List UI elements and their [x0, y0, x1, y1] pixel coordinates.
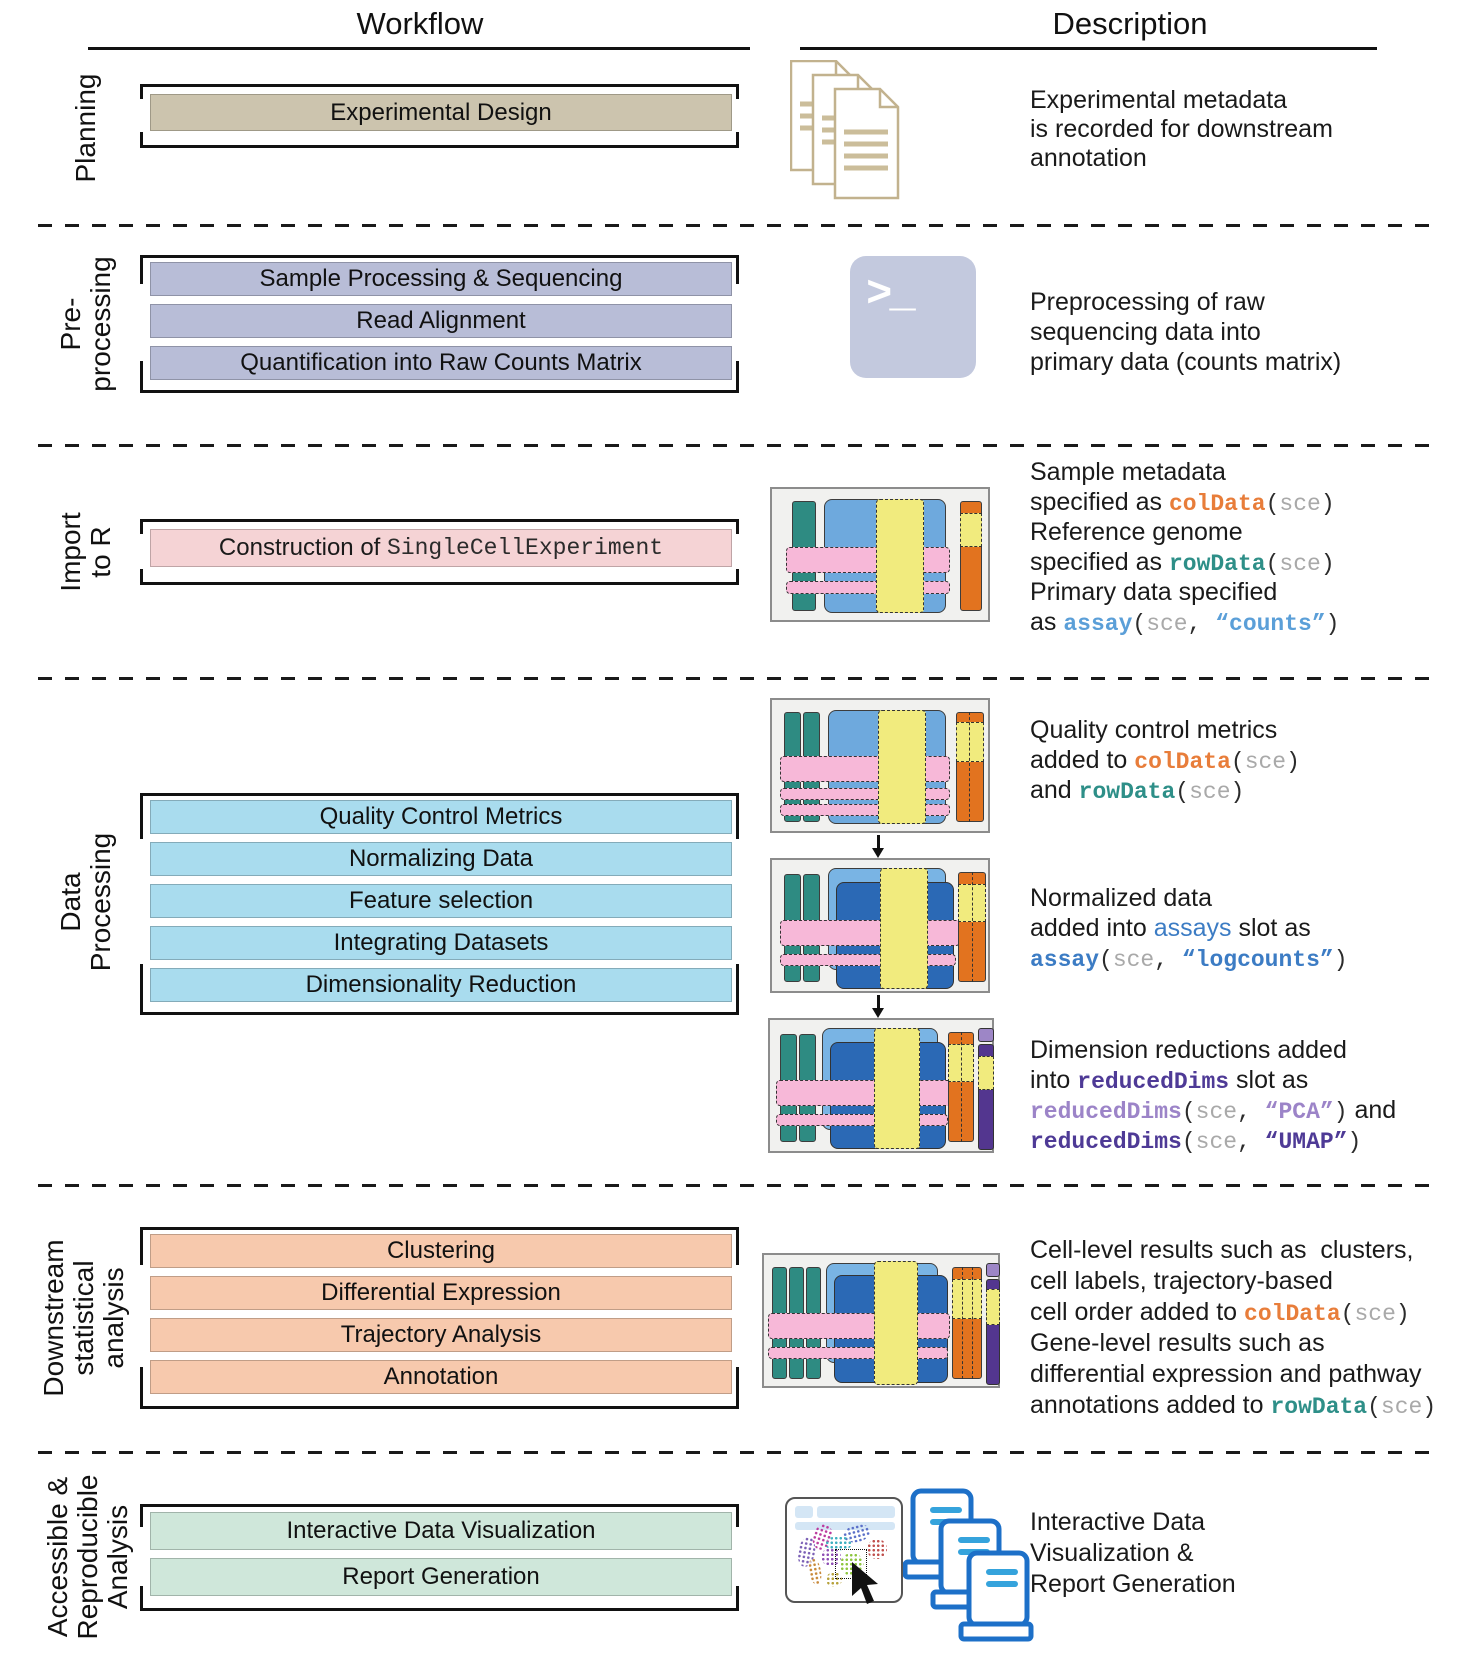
- cursor-icon: [850, 1560, 886, 1608]
- description-line: added into assays slot as: [1030, 914, 1311, 942]
- terminal-prompt-glyph: >_: [866, 270, 913, 320]
- workflow-step-report-generation: Report Generation: [150, 1558, 732, 1596]
- coldata-divider: [972, 1267, 973, 1379]
- coldata-divider: [972, 872, 973, 982]
- coldata-highlight: [952, 1279, 982, 1319]
- description-line: Reference genome: [1030, 518, 1243, 546]
- sce-matrix-results-icon: [762, 1253, 1000, 1388]
- workflow-column-title: Workflow: [356, 6, 484, 41]
- reduceddims-highlight: [978, 1056, 994, 1090]
- description-line: sequencing data into: [1030, 318, 1261, 346]
- highlight-column: [878, 710, 926, 824]
- workflow-step-qc-metrics: Quality Control Metrics: [150, 800, 732, 834]
- coldata-highlight: [960, 513, 982, 547]
- highlight-row: [768, 1313, 950, 1339]
- description-line: reducedDims(sce, “UMAP”): [1030, 1129, 1362, 1155]
- workflow-title-rule: [88, 47, 750, 50]
- section-divider: [38, 224, 1438, 227]
- section-divider: [38, 1184, 1438, 1187]
- highlight-row: [776, 1114, 948, 1126]
- description-line: cell labels, trajectory-based: [1030, 1267, 1333, 1295]
- highlight-column: [874, 1028, 920, 1149]
- description-line: Experimental metadata: [1030, 86, 1288, 114]
- highlight-column: [880, 868, 928, 989]
- highlight-column: [874, 1261, 918, 1385]
- description-line: Quality control metrics: [1030, 716, 1278, 744]
- description-line: and rowData(sce): [1030, 776, 1245, 805]
- description-line: specified as colData(sce): [1030, 488, 1335, 517]
- description-line: into reducedDims slot as: [1030, 1066, 1309, 1095]
- workflow-step-construct-sce: Construction of SingleCellExperiment: [150, 529, 732, 567]
- coldata-divider: [961, 1032, 962, 1142]
- section-divider: [38, 677, 1438, 680]
- coldata-divider: [962, 1267, 963, 1379]
- section-label-import-to-r: Import to R: [55, 512, 116, 592]
- highlight-row: [786, 547, 950, 573]
- description-line: Primary data specified: [1030, 578, 1278, 606]
- highlight-row: [768, 1347, 948, 1359]
- description-line: annotations added to rowData(sce): [1030, 1391, 1437, 1420]
- workflow-step-normalizing: Normalizing Data: [150, 842, 732, 876]
- workflow-step-dim-reduction: Dimensionality Reduction: [150, 968, 732, 1002]
- description-line: differential expression and pathway: [1030, 1360, 1422, 1388]
- reduceddims-header-bar: [986, 1263, 1000, 1277]
- workflow-step-sample-processing: Sample Processing & Sequencing: [150, 262, 732, 296]
- sce-matrix-icon: [770, 487, 990, 622]
- description-line: Sample metadata: [1030, 458, 1226, 486]
- browser-address-bar: [817, 1506, 895, 1518]
- reduceddims-header-bar: [978, 1028, 994, 1042]
- section-divider: [38, 1451, 1438, 1454]
- workflow-step-interactive-viz: Interactive Data Visualization: [150, 1512, 732, 1550]
- description-line: cell order added to colData(sce): [1030, 1298, 1410, 1327]
- description-line: Gene-level results such as: [1030, 1329, 1325, 1357]
- cluster-blob: [807, 1557, 824, 1586]
- browser-toolbar: [795, 1522, 895, 1530]
- section-label-planning: Planning: [70, 73, 101, 183]
- description-line: reducedDims(sce, “PCA”) and: [1030, 1096, 1397, 1125]
- description-line: Interactive Data: [1030, 1508, 1206, 1536]
- description-line: Report Generation: [1030, 1570, 1236, 1598]
- highlight-column: [876, 499, 924, 613]
- description-title-rule: [800, 47, 1377, 50]
- description-line: Normalized data: [1030, 884, 1213, 912]
- description-line: as assay(sce, “counts”): [1030, 608, 1340, 637]
- reduceddims-highlight: [986, 1289, 1000, 1325]
- section-label-accessible: Accessible & Reproducible Analysis: [42, 1474, 133, 1640]
- description-line: Visualization &: [1030, 1539, 1194, 1567]
- description-line: is recorded for downstream: [1030, 115, 1333, 143]
- cluster-blob: [867, 1539, 887, 1559]
- description-column-title: Description: [1052, 6, 1208, 41]
- flow-arrow: [872, 995, 884, 1018]
- highlight-row: [786, 581, 950, 594]
- highlight-row: [776, 1080, 952, 1106]
- workflow-step-experimental-design: Experimental Design: [150, 94, 732, 131]
- highlight-row: [780, 920, 960, 946]
- description-line: added to colData(sce): [1030, 746, 1300, 775]
- documents-icon: [790, 60, 902, 200]
- workflow-step-read-alignment: Read Alignment: [150, 304, 732, 338]
- section-divider: [38, 444, 1438, 447]
- section-label-data-processing: Data Processing: [55, 832, 116, 972]
- section-label-preprocessing: Pre- processing: [55, 256, 116, 392]
- workflow-step-clustering: Clustering: [150, 1234, 732, 1268]
- coldata-divider: [969, 712, 970, 822]
- flow-arrow: [872, 835, 884, 858]
- sce-matrix-normalized-icon: [770, 858, 990, 993]
- workflow-step-quantification: Quantification into Raw Counts Matrix: [150, 346, 732, 380]
- terminal-icon: [850, 256, 976, 378]
- sce-matrix-reduceddims-icon: [768, 1018, 994, 1153]
- highlight-row: [780, 954, 956, 966]
- description-line: Dimension reductions added: [1030, 1036, 1347, 1064]
- sce-matrix-qc-icon: [770, 698, 990, 833]
- section-label-downstream: Downstream statistical analysis: [38, 1239, 129, 1397]
- books-icon: [903, 1488, 1035, 1648]
- workflow-step-feature-selection: Feature selection: [150, 884, 732, 918]
- description-line: primary data (counts matrix): [1030, 348, 1342, 376]
- workflow-step-integrating: Integrating Datasets: [150, 926, 732, 960]
- description-line: Cell-level results such as clusters,: [1030, 1236, 1414, 1264]
- browser-tab-bar: [795, 1506, 813, 1518]
- coldata-highlight: [956, 722, 984, 762]
- description-line: assay(sce, “logcounts”): [1030, 947, 1348, 973]
- workflow-step-annotation: Annotation: [150, 1360, 732, 1394]
- workflow-step-differential-expression: Differential Expression: [150, 1276, 732, 1310]
- description-line: specified as rowData(sce): [1030, 548, 1335, 577]
- description-line: annotation: [1030, 144, 1147, 172]
- description-line: Preprocessing of raw: [1030, 288, 1265, 316]
- workflow-step-trajectory: Trajectory Analysis: [150, 1318, 732, 1352]
